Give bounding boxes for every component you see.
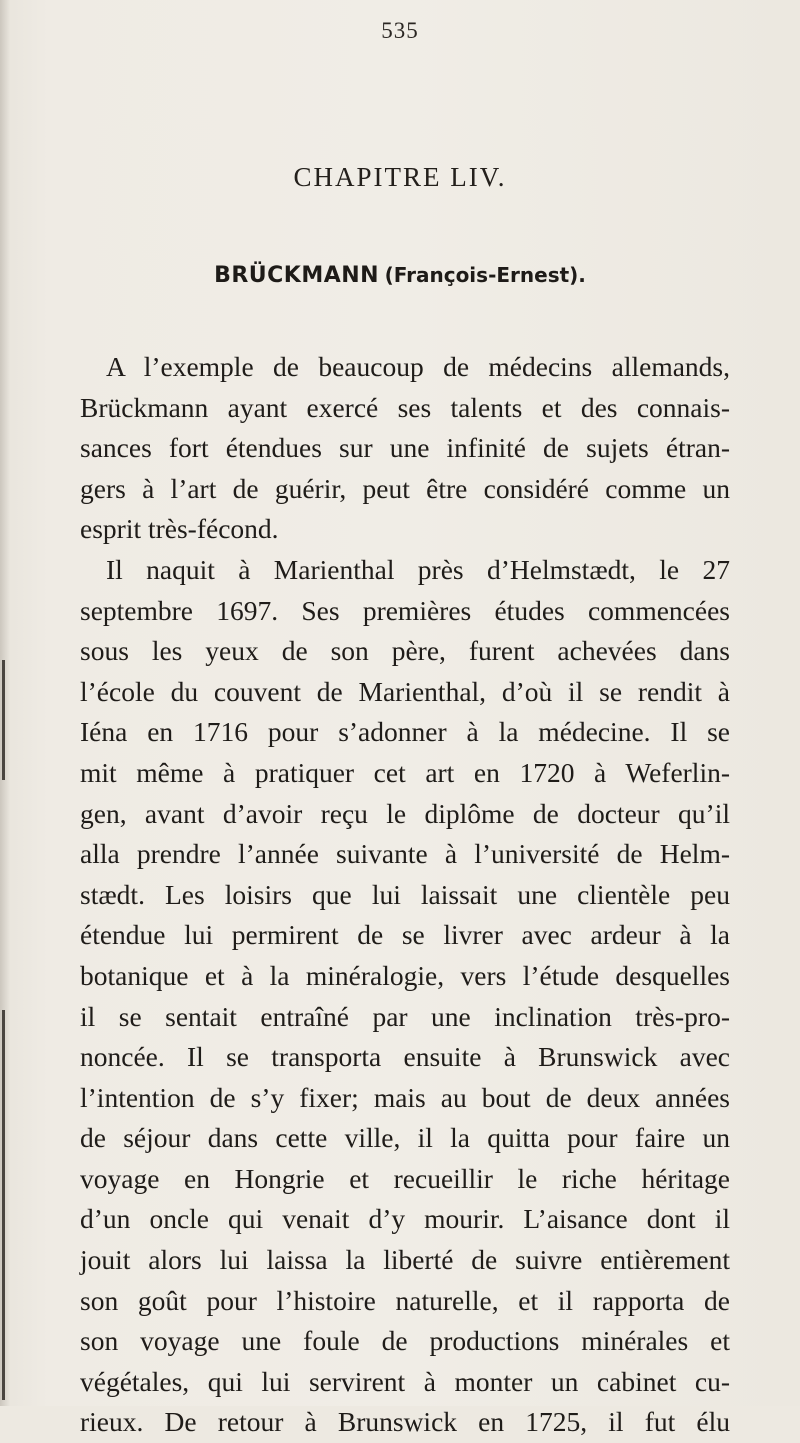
text-line: de séjour dans cette ville, il la quitta pour faire un <box>80 1122 730 1154</box>
body-text <box>80 347 730 1443</box>
text-line: botanique et à la minéralogie, vers l’étude desquelles <box>80 959 730 991</box>
text-line: son voyage une foule de productions minérales et <box>80 1325 730 1357</box>
text-line: étendue lui permirent de se livrer avec ardeur à la <box>80 919 730 951</box>
text-line: son goût pour l’histoire naturelle, et il rapporta de <box>80 1284 730 1316</box>
text-line: sous les yeux de son père, furent achevées dans <box>80 635 730 667</box>
heading-given-names: (François-Ernest). <box>384 263 586 287</box>
text-line: l’école du couvent de Marienthal, d’où il se rendit à <box>80 675 730 707</box>
text-line: végétales, qui lui servirent à monter un cabinet cu- <box>80 1365 730 1397</box>
text-line: Brückmann ayant exercé ses talents et des connais- <box>80 391 730 423</box>
text-line: sances fort étendues sur une infinité de sujets étran- <box>80 432 730 464</box>
text-line: stædt. Les loisirs que lui laissait une clientèle peu <box>80 878 730 910</box>
text-line: voyage en Hongrie et recueillir le riche héritage <box>80 1162 730 1194</box>
text-line: d’un oncle qui venait d’y mourir. L’aisance dont il <box>80 1203 730 1235</box>
text-line: mit même à pratiquer cet art en 1720 à Weferlin- <box>80 756 730 788</box>
heading-name: BRÜCKMANN <box>214 263 380 288</box>
text-line: alla prendre l’année suivante à l’université de Helm- <box>80 838 730 870</box>
page-number: 535 <box>381 18 419 43</box>
text-line: gers à l’art de guérir, peut être considéré comme un <box>80 472 730 504</box>
text-line: l’intention de s’y fixer; mais au bout de deux années <box>80 1081 730 1113</box>
margin-mark <box>2 660 5 780</box>
margin-mark <box>2 1010 5 1400</box>
text-line: il se sentait entraîné par une inclination très-pro- <box>80 1000 730 1032</box>
text-line: gen, avant d’avoir reçu le diplôme de docteur qu’il <box>80 797 730 829</box>
article-heading <box>0 262 800 288</box>
text-line: noncée. Il se transporta ensuite à Brunswick avec <box>80 1041 730 1073</box>
chapter-title: CHAPITRE LIV. <box>293 162 507 192</box>
text-line: Il naquit à Marienthal près d’Helmstædt, le 27 <box>106 553 730 585</box>
text-line: jouit alors lui laissa la liberté de suivre entièrement <box>80 1244 730 1276</box>
text-line: septembre 1697. Ses premières études commencées <box>80 594 730 626</box>
text-line: A l’exemple de beaucoup de médecins allemands, <box>106 351 730 382</box>
text-line: rieux. De retour à Brunswick en 1725, il fut élu <box>80 1406 730 1438</box>
text-line: esprit très-fécond. <box>80 513 279 545</box>
text-line: Iéna en 1716 pour s’adonner à la médecine. Il se <box>80 716 730 748</box>
